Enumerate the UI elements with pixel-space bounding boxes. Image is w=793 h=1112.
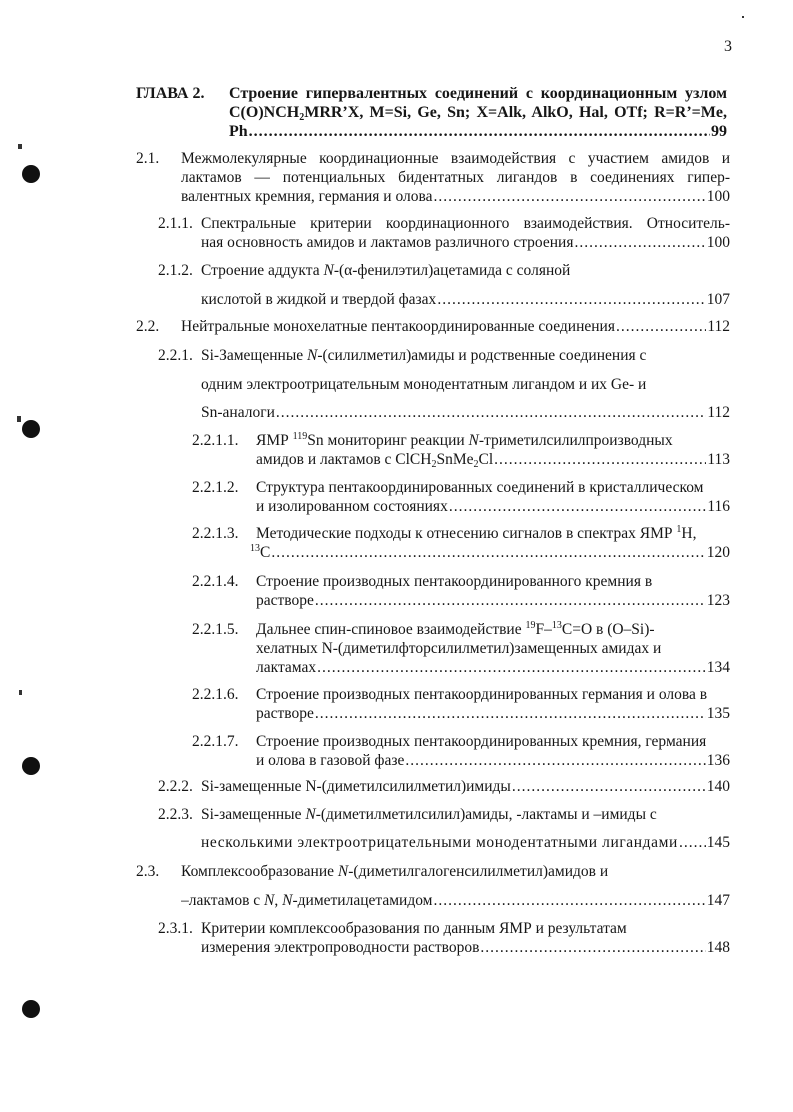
dot-leader <box>494 450 706 469</box>
entry-line: Межмолекулярные координационные взаимодействия с участием амидов и <box>181 150 730 167</box>
toc-entry-2-2-1-1[interactable] <box>256 450 730 471</box>
page-ref: 120 <box>706 544 730 561</box>
section-number: 2.1.2. <box>158 262 193 279</box>
entry-superscript: 19 <box>525 620 536 631</box>
entry-text: Дальнее спин-спиновое взаимодействие <box>256 621 526 638</box>
dot-leader <box>574 233 705 252</box>
toc-entry-2-1-1[interactable] <box>201 233 730 252</box>
entry-text <box>181 891 432 910</box>
section-number: 2.2.1.7. <box>192 733 239 750</box>
dot-leader <box>433 891 705 910</box>
entry-text: H, <box>681 525 697 542</box>
toc-entry-text <box>256 478 730 497</box>
entry-text: SnMe <box>436 451 474 468</box>
page-ref: 140 <box>706 778 730 795</box>
toc-entry-2-1-2[interactable] <box>201 290 730 309</box>
entry-text-italic: N <box>264 892 275 909</box>
entry-line: одним электроотрицательным монодентатным лигандом и их Ge- и <box>201 376 647 393</box>
section-number: 2.2.1.1. <box>192 432 239 449</box>
chapter-title-subscript: 2 <box>299 112 305 123</box>
toc-entry-2-2-1-6[interactable] <box>256 704 730 723</box>
section-number: 2.1. <box>136 150 160 167</box>
toc-entry-2-2-1-4[interactable] <box>256 591 730 610</box>
page-ref: 100 <box>706 234 730 251</box>
dot-leader <box>276 403 706 422</box>
dot-leader <box>512 777 706 796</box>
chapter-title <box>229 103 727 124</box>
toc-entry-text <box>201 919 730 938</box>
entry-line: Критерии комплексообразования по данным ЯМР и результатам <box>201 920 627 937</box>
page-ref: 145 <box>706 834 730 851</box>
scan-speck <box>18 144 22 149</box>
entry-text: ЯМР <box>256 432 293 449</box>
toc-entry-text <box>256 685 730 704</box>
entry-superscript: 13 <box>250 543 260 554</box>
section-number: 2.2.1.2. <box>192 479 239 496</box>
entry-line: Структура пентакоординированных соединений в кристаллическом <box>256 479 704 496</box>
punch-hole-mark <box>22 1000 40 1018</box>
scan-speck <box>19 690 22 695</box>
entry-text-italic: N <box>337 863 349 880</box>
entry-text: амидов и лактамов с ClCH <box>256 451 432 468</box>
scan-speck <box>742 16 744 18</box>
entry-text: -(диметилгалогенсилилметил)амидов и <box>348 863 609 880</box>
dot-leader <box>434 187 706 206</box>
entry-text: Методические подходы к отнесению сигналов в спектрах ЯМР <box>256 525 677 542</box>
dot-leader <box>317 658 706 677</box>
toc-entry-text <box>181 149 730 168</box>
entry-line: Нейтральные монохелатные пентакоординированные соединения <box>181 318 615 335</box>
toc-entry-text <box>256 431 730 452</box>
scan-speck <box>17 416 21 422</box>
chapter-title-text: C(O)NCH <box>229 104 300 121</box>
entry-superscript: 1 <box>676 524 682 535</box>
toc-entry-text <box>201 346 730 365</box>
entry-text: C <box>260 544 271 561</box>
dot-leader <box>315 591 706 610</box>
entry-text: Si-замещенные <box>201 806 306 823</box>
toc-entry-text <box>201 214 730 233</box>
chapter-title <box>229 84 727 103</box>
entry-line: измерения электропроводности растворов <box>201 939 480 956</box>
entry-text: Si-Замещенные <box>201 347 307 364</box>
entry-line: кислотой в жидкой и твердой фазах <box>201 291 437 308</box>
toc-entry-text <box>181 862 730 881</box>
entry-line: Строение производных пентакоординированных германия и олова в <box>256 686 708 703</box>
section-number: 2.2.1.4. <box>192 573 239 590</box>
entry-text-italic: N <box>305 806 316 823</box>
entry-text: Строение аддукта <box>201 262 324 279</box>
toc-entry-chapter-2[interactable] <box>229 122 727 141</box>
toc-entry-2-2-1-5[interactable] <box>256 658 730 677</box>
entry-line: и олова в газовой фазе <box>256 752 405 769</box>
section-number: 2.1.1. <box>158 215 193 232</box>
dot-leader <box>271 543 705 562</box>
entry-subscript: 2 <box>473 459 479 470</box>
toc-entry-text <box>201 261 730 280</box>
dot-leader <box>249 122 710 141</box>
chapter-title-line: Строение гипервалентных соединений с координационным узлом <box>229 85 727 102</box>
entry-text: C=O в (O–Si)- <box>561 621 655 638</box>
entry-line: несколькими электроотрицательными монодентатными лигандами <box>201 834 678 851</box>
page-ref: 107 <box>706 291 730 308</box>
dot-leader <box>480 938 705 957</box>
punch-hole-mark <box>22 165 40 183</box>
entry-line: лактамах <box>256 659 317 676</box>
entry-text <box>250 543 270 564</box>
toc-entry-2-3[interactable] <box>181 891 730 910</box>
chapter-title-text: MRR’X, M=Si, Ge, Sn; X=Alk, AlkO, Hal, OTf; R=R’=Me, <box>304 104 727 121</box>
section-number: 2.2. <box>136 318 160 335</box>
entry-line: хелатных N-(диметилфторсилилметил)замещенных амидах и <box>256 640 662 657</box>
dot-leader <box>616 317 706 336</box>
page-ref: 134 <box>706 659 730 676</box>
toc-entry-2-2-3[interactable] <box>201 833 730 852</box>
entry-line: Спектральные критерии координационного взаимодействия. Относитель- <box>201 215 730 232</box>
entry-line: лактамов — потенциальных бидентатных лигандов в соединениях гипер- <box>181 169 730 186</box>
page-ref: 136 <box>706 752 730 769</box>
toc-entry-2-2-1-2[interactable] <box>256 497 730 516</box>
dot-leader <box>315 704 706 723</box>
page-ref: 113 <box>707 451 730 468</box>
entry-text: -(α-фенилэтил)ацетамида с соляной <box>333 262 571 279</box>
entry-line: валентных кремния, германия и олова <box>181 188 433 205</box>
toc-entry-text <box>256 639 730 658</box>
dot-leader <box>405 751 705 770</box>
section-number: 2.2.3. <box>158 806 193 823</box>
entry-text: F– <box>535 621 552 638</box>
page-ref: 147 <box>706 892 730 909</box>
page-ref: 116 <box>707 498 730 515</box>
toc-entry-text <box>201 375 730 394</box>
dot-leader <box>437 290 705 309</box>
toc-entry-text <box>256 524 730 545</box>
page-number: 3 <box>724 38 732 55</box>
toc-entry-2-2-1[interactable] <box>201 403 730 422</box>
page-ref: 112 <box>707 318 730 335</box>
toc-entry-2-2-1-7[interactable] <box>256 751 730 770</box>
toc-entry-2-2-1-3[interactable] <box>250 543 730 564</box>
entry-text-italic: N <box>468 432 479 449</box>
page-ref: 148 <box>706 939 730 956</box>
entry-line: и изолированном состояниях <box>256 498 448 515</box>
entry-line: ная основность амидов и лактамов различного строения <box>201 234 574 251</box>
entry-line: Si-замещенные N-(диметилсилилметил)имиды <box>201 778 511 795</box>
entry-line: Строение производных пентакоординированных кремния, германия <box>256 733 707 750</box>
toc-entry-2-1[interactable] <box>181 187 730 206</box>
entry-text-italic: N <box>323 262 334 279</box>
section-number: 2.3.1. <box>158 920 193 937</box>
toc-entry-text <box>256 572 730 591</box>
entry-text: -(силилметил)амиды и родственные соединения с <box>317 347 647 364</box>
punch-hole-mark <box>22 420 40 438</box>
entry-subscript: 2 <box>431 459 437 470</box>
entry-text: Комплексообразование <box>181 863 338 880</box>
section-number: 2.3. <box>136 863 160 880</box>
entry-superscript: 13 <box>551 620 562 631</box>
entry-line: растворе <box>256 705 314 722</box>
entry-text-italic: N <box>282 892 293 909</box>
toc-entry-text <box>256 620 730 641</box>
section-number: 2.2.1. <box>158 347 193 364</box>
entry-text: -(диметилметилсилил)амиды, -лактамы и –имиды с <box>315 806 657 823</box>
entry-superscript: 119 <box>292 431 308 442</box>
entry-line: растворе <box>256 592 314 609</box>
page-ref: 100 <box>706 188 730 205</box>
entry-line: Строение производных пентакоординированного кремния в <box>256 573 653 590</box>
page-ref: 99 <box>711 123 727 140</box>
toc-entry-text <box>201 805 730 824</box>
page-ref: 112 <box>707 404 730 421</box>
toc-entry-2-2[interactable] <box>181 317 730 336</box>
chapter-title-text: Ph <box>229 123 248 140</box>
section-number: 2.2.1.6. <box>192 686 239 703</box>
entry-text: –лактамов с <box>181 892 265 909</box>
dot-leader <box>679 833 706 852</box>
entry-text: -триметилсилилпроизводных <box>478 432 673 449</box>
toc-entry-2-2-2[interactable] <box>201 777 730 796</box>
section-number: 2.2.2. <box>158 778 193 795</box>
entry-text: -диметилацетамидом <box>292 892 433 909</box>
chapter-label: ГЛАВА 2. <box>136 85 205 102</box>
entry-text: Sn мониторинг реакции <box>307 432 469 449</box>
section-number: 2.2.1.3. <box>192 525 239 542</box>
dot-leader <box>449 497 707 516</box>
toc-entry-text <box>256 732 730 751</box>
punch-hole-mark <box>22 757 40 775</box>
entry-text-italic: N <box>307 347 318 364</box>
toc-entry-2-3-1[interactable] <box>201 938 730 957</box>
entry-text: , <box>274 892 283 909</box>
section-number: 2.2.1.5. <box>192 621 239 638</box>
entry-line: Sn-аналоги <box>201 404 275 421</box>
page-ref: 123 <box>706 592 730 609</box>
page-ref: 135 <box>706 705 730 722</box>
entry-text <box>256 450 493 471</box>
toc-entry-text <box>181 168 730 187</box>
entry-text: Cl <box>478 451 494 468</box>
